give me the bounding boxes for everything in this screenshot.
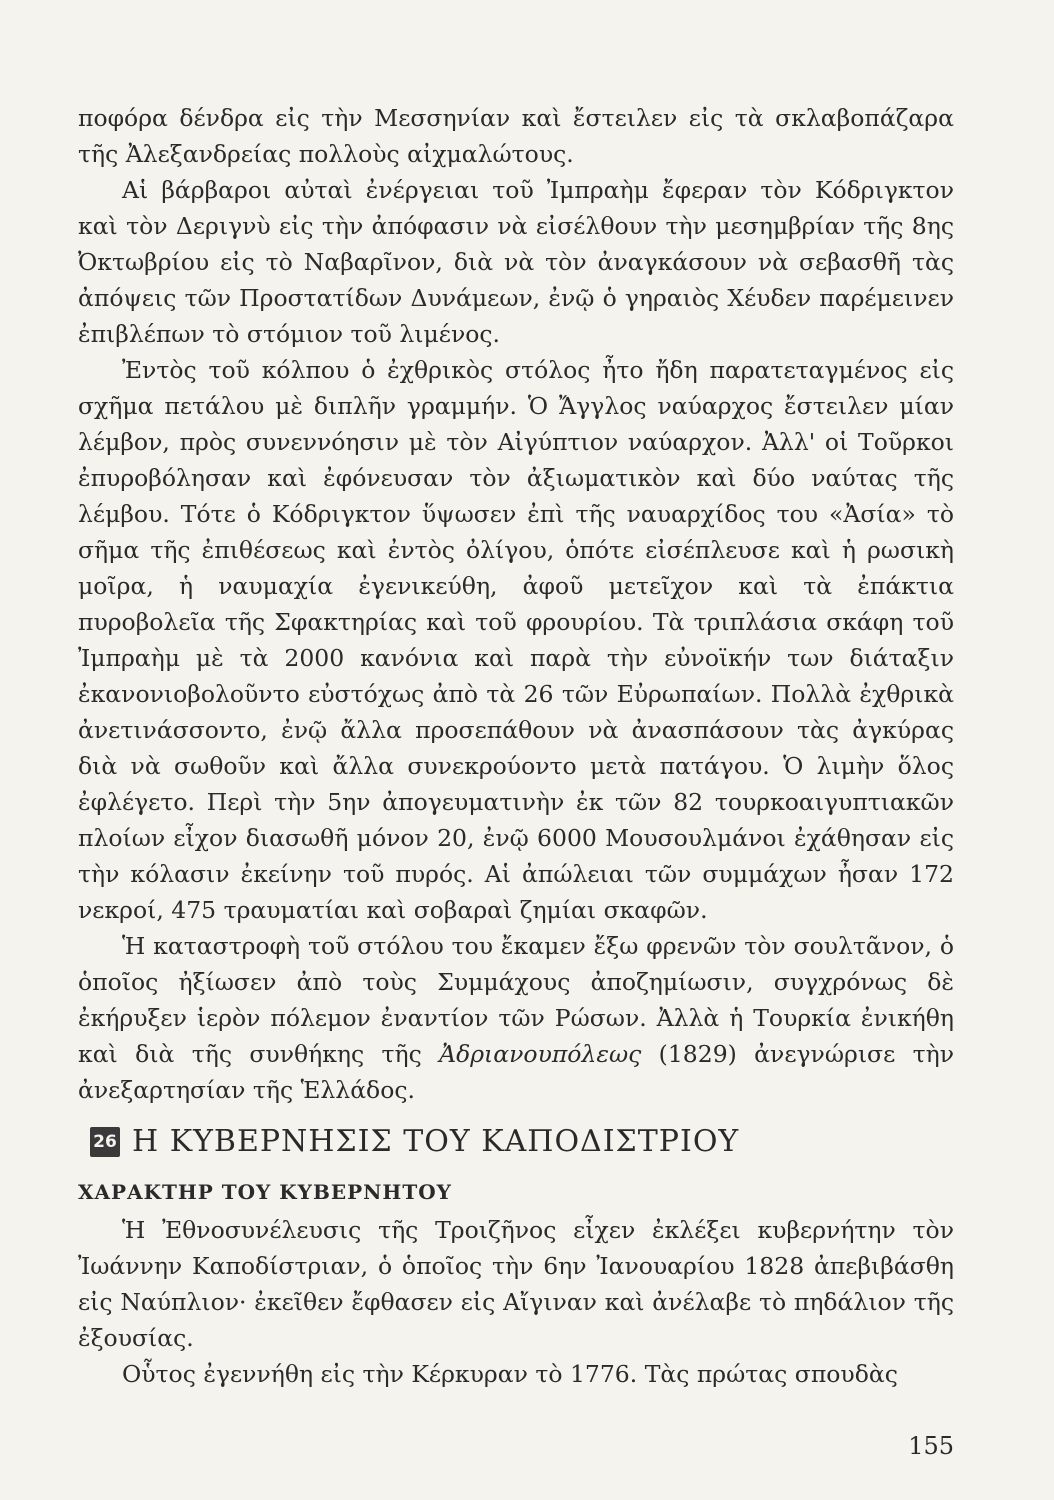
section-subtitle: ΧΑΡΑΚΤΗΡ ΤΟΥ ΚΥΒΕΡΝΗΤΟΥ bbox=[78, 1180, 452, 1204]
paragraph-battle-navarino: Ἐντὸς τοῦ κόλπου ὁ ἐχθρικὸς στόλος ἦτο ἤδη παρατεταγμένος εἰς σχῆμα πετάλου μὲ διπλῆν γραμμήν. Ὁ Ἄγγλος ναύαρχος ἔστειλεν μίαν λέμβον, πρὸς συνεννόησιν μὲ τὸν Αἰγύπτιον ναύαρχον. Ἀλλ' οἱ Τοῦρκοι ἐπυροβόλησαν καὶ ἐφόνευσαν τὸν ἀξιωματικὸν καὶ δύο ναύτας τῆς λέμβου. Τότε ὁ Κόδριγκτον ὕψωσεν ἐπὶ τῆς ναυαρχίδος του «Ἀσία» τὸ σῆμα τῆς ἐπιθέσεως καὶ ἐντὸς ὀλίγου, ὁπότε εἰσέπλευσε καὶ ἡ ρωσικὴ μοῖρα, ἡ ναυμαχία ἐγενικεύθη, ἀφοῦ μετεῖχον καὶ τὰ ἐπάκτια πυροβολεῖα τῆς Σφακτηρίας καὶ τοῦ φρουρίου. Τὰ τριπλάσια σκάφη τοῦ Ἰμπραὴμ μὲ τὰ 2000 κανόνια καὶ παρὰ τὴν εὐνοϊκήν των διάταξιν ἐκανονιοβολοῦντο εὐστόχως ἀπὸ τὰ 26 τῶν Εὐρωπαίων. Πολλὰ ἐχθρικὰ ἀνετινάσσοντο, ἐνῷ ἄλλα προσεπάθουν νὰ ἀνασπάσουν τὰς ἀγκύρας διὰ νὰ σωθοῦν καὶ ἄλλα συνεκρούοντο μετὰ πατάγου. Ὁ λιμὴν ὅλος ἐφλέγετο. Περὶ τὴν 5ην ἀπογευματινὴν ἐκ τῶν 82 τουρκοαιγυπτιακῶν πλοίων εἶχον διασωθῆ μόνον 20, ἐνῷ 6000 Μουσουλμάνοι ἐχάθησαν εἰς τὴν κόλασιν ἐκείνην τοῦ πυρός. Αἱ ἀπώλειαι τῶν συμμάχων ἦσαν 172 νεκροί, 475 τραυματίαι καὶ σοβαραὶ ζημίαι σκαφῶν. bbox=[78, 356, 954, 924]
paragraph-national-assembly: Ἡ Ἐθνοσυνέλευσις τῆς Τροιζῆνος εἶχεν ἐκλέξει κυβερνήτην τὸν Ἰωάννην Καποδίστριαν, ὁ ὁποῖος τὴν 6ην Ἰανουαρίου 1828 ἀπεβιβάσθη εἰς Ναύπλιον· ἐκεῖθεν ἔφθασεν εἰς Αἴγιναν καὶ ἀνέλαβε τὸ πηδάλιον τῆς ἐξουσίας. bbox=[78, 1216, 954, 1352]
top-text-block bbox=[78, 100, 954, 1108]
section-number-badge: 26 bbox=[90, 1127, 120, 1157]
section-heading bbox=[90, 1124, 739, 1159]
section-title: Η ΚΥΒΕΡΝΗΣΙΣ ΤΟΥ ΚΑΠΟΔΙΣΤΡΙΟΥ bbox=[132, 1124, 740, 1159]
page-number: 155 bbox=[908, 1432, 954, 1460]
paragraph-sultan-reaction bbox=[78, 928, 954, 1108]
bottom-text-block bbox=[78, 1212, 954, 1392]
last-paragraph-start: Ἡ καταστροφὴ τοῦ στόλου του ἔκαμεν ἔξω φρενῶν τὸν σουλτᾶνον, ὁ ὁποῖος ἠξίωσεν ἀπὸ τοὺς Συμμάχους ἀποζημίωσιν, συγχρόνως δὲ ἐκήρυξεν ἱερὸν πόλεμον ἐναντίον τῶν Ρώσων. Ἀλλὰ ἡ Τουρκία ἐνικήθη καὶ διὰ τῆς συνθήκης τῆς bbox=[78, 932, 954, 1068]
paragraph-born-corfu: Οὗτος ἐγεννήθη εἰς τὴν Κέρκυραν τὸ 1776. Τὰς πρώτας σπουδὰς bbox=[122, 1360, 898, 1388]
paragraph-continued: ποφόρα δένδρα εἰς τὴν Μεσσηνίαν καὶ ἔστειλεν εἰς τὰ σκλαβοπάζαρα τῆς Ἀλεξανδρείας πολλοὺς αἰχμαλώτους. bbox=[78, 104, 954, 168]
last-paragraph-end: (1829) ἀνεγνώρισε τὴν ἀνεξαρτησίαν τῆς Ἑλλάδος. bbox=[78, 1040, 954, 1104]
italic-treaty-name: Ἀδριανουπόλεως bbox=[439, 1040, 642, 1068]
paragraph-barbaric-actions: Αἱ βάρβαροι αὐταὶ ἐνέργειαι τοῦ Ἰμπραὴμ ἔφεραν τὸν Κόδριγκτον καὶ τὸν Δεριγνὺ εἰς τὴν ἀπόφασιν νὰ εἰσέλθουν τὴν μεσημβρίαν τῆς 8ης Ὀκτωβρίου εἰς τὸ Ναβαρῖνον, διὰ νὰ τὸν ἀναγκάσουν νὰ σεβασθῆ τὰς ἀπόψεις τῶν Προστατίδων Δυνάμεων, ἐνῷ ὁ γηραιὸς Χέυδεν παρέμεινεν ἐπιβλέπων τὸ στόμιον τοῦ λιμένος. bbox=[78, 176, 954, 348]
